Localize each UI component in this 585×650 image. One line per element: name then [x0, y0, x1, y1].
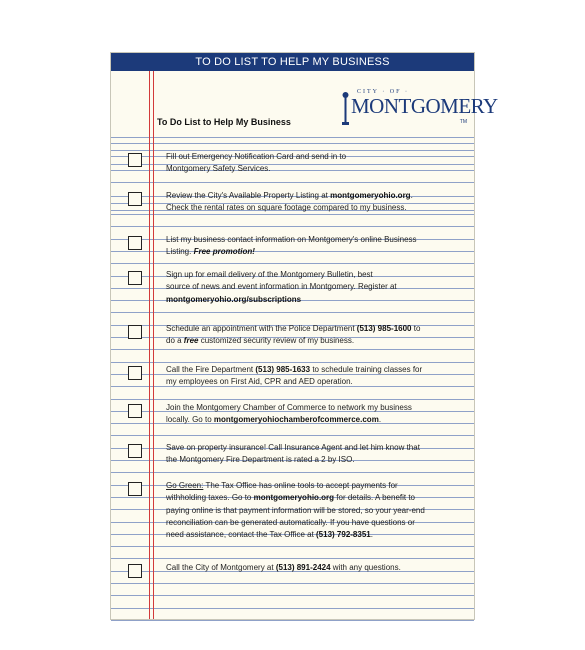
lamp-post-icon [341, 91, 350, 125]
ruled-line [111, 472, 474, 473]
logo-city-text: CITY · OF · [357, 89, 409, 95]
ruled-line [111, 435, 474, 436]
ruled-line [111, 263, 474, 264]
ruled-line [111, 399, 474, 400]
logo-tm-text: TM [459, 119, 467, 125]
todo-item-text: Save on property insurance! Call Insurance Agent and let him know that the Montgomery Fire Department is rated a 2 by ISO. [166, 443, 420, 465]
todo-checkbox[interactable] [128, 236, 142, 250]
ruled-line [111, 143, 474, 144]
todo-item-text: Review the City's Available Property Listing at montgomeryohio.org. Check the rental rates on square footage compared to my business. [166, 191, 413, 213]
todo-item-text: Sign up for email delivery of the Montgomery Bulletin, best source of news and event information in Montgomery. Register at montgomeryohio.org/subscriptions [166, 270, 397, 304]
todo-checkbox[interactable] [128, 482, 142, 496]
logo-name-text: MONTGOMERY [351, 94, 498, 118]
banner-title: TO DO LIST TO HELP MY BUSINESS [111, 53, 474, 71]
todo-checkbox[interactable] [128, 192, 142, 206]
todo-item-text: Fill out Emergency Notification Card and send in to Montgomery Safety Services. [166, 152, 347, 174]
ruled-line [111, 349, 474, 350]
margin-line-right [153, 71, 154, 619]
ruled-line [111, 182, 474, 183]
todo-checkbox[interactable] [128, 404, 142, 418]
todo-checkbox[interactable] [128, 153, 142, 167]
page-heading: To Do List to Help My Business [157, 117, 291, 127]
todo-checkbox[interactable] [128, 366, 142, 380]
ruled-line [111, 608, 474, 609]
margin-line-left [149, 71, 150, 619]
todo-item-text: Join the Montgomery Chamber of Commerce to network my business locally. Go to montgomeryohiochamberofcommerce.com. [166, 403, 412, 425]
todo-item-text: List my business contact information on Montgomery's online Business Listing. Free promotion! [166, 235, 417, 257]
ruled-line [111, 362, 474, 363]
ruled-line [111, 312, 474, 313]
ruled-line [111, 583, 474, 584]
todo-item-text: Go Green: The Tax Office has online tools to accept payments for withholding taxes. Go to montgomeryohio.org for details. A benefit to paying online is that payment information will be stored, so your year-end reconciliation can be generated automatically. If you have questions or need assistance, contact the Tax Office at (513) 792-8351. [166, 481, 425, 540]
todo-checkbox[interactable] [128, 271, 142, 285]
todo-item-text: Schedule an appointment with the Police Department (513) 985-1600 to do a free customized security review of my business. [166, 324, 421, 346]
ruled-line [111, 137, 474, 138]
todo-item-text: Call the City of Montgomery at (513) 891-2424 with any questions. [166, 563, 401, 572]
ruled-line [111, 595, 474, 596]
todo-checkbox[interactable] [128, 564, 142, 578]
ruled-line [111, 558, 474, 559]
todo-checkbox[interactable] [128, 325, 142, 339]
todo-checkbox[interactable] [128, 444, 142, 458]
ruled-line [111, 546, 474, 547]
city-logo [341, 89, 498, 127]
todo-item-text: Call the Fire Department (513) 985-1633 to schedule training classes for my employees on First Aid, CPR and AED operation. [166, 365, 423, 387]
ruled-line [111, 226, 474, 227]
todo-sheet [110, 52, 498, 620]
ruled-line [111, 620, 474, 621]
